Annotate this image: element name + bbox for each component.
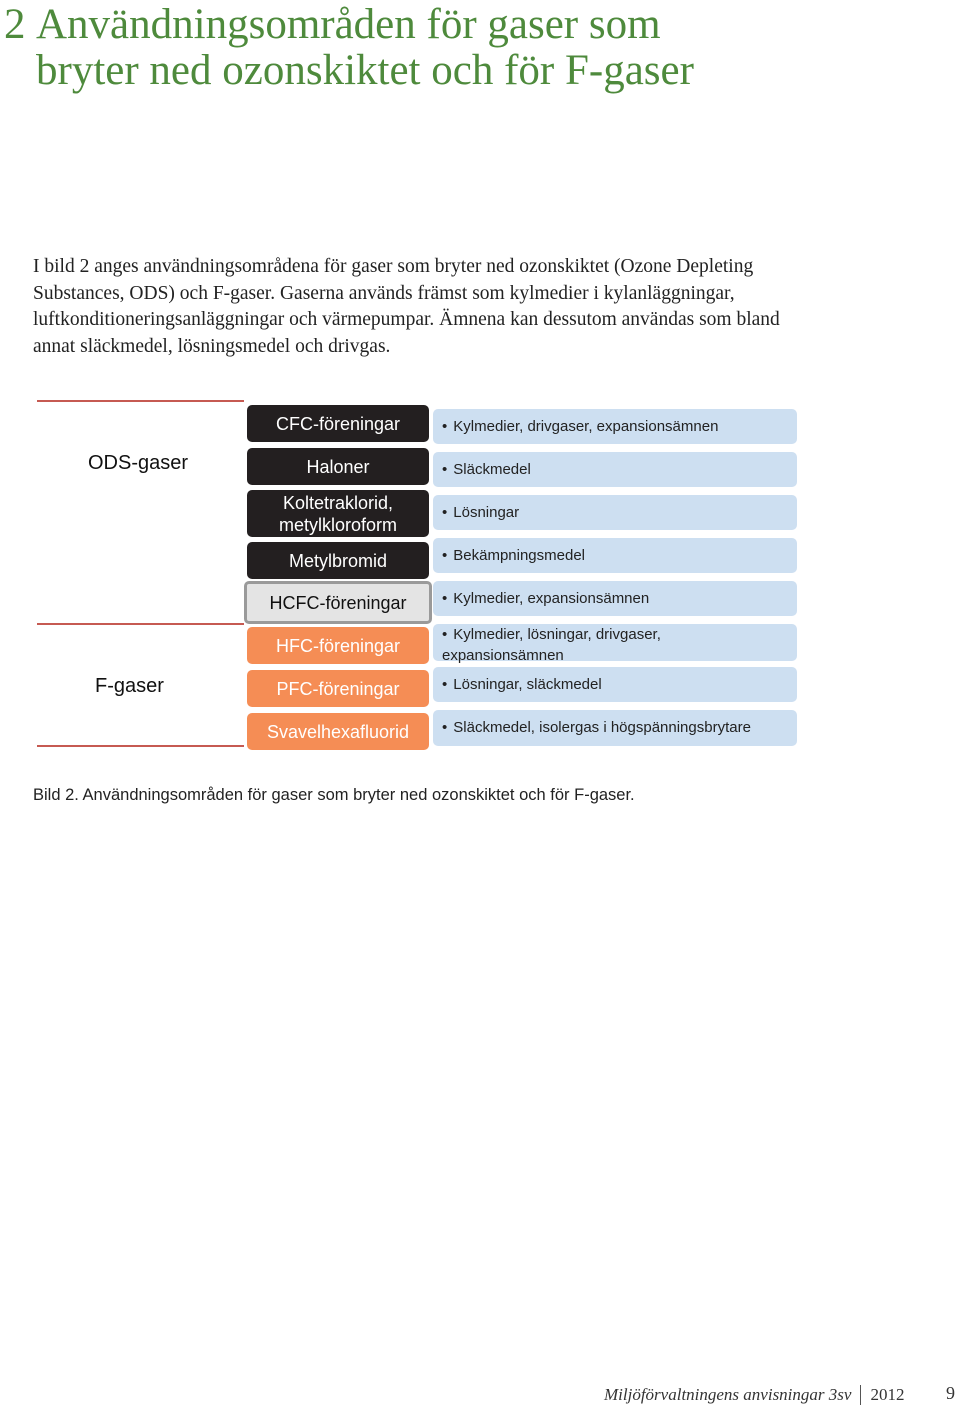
footer-divider (860, 1385, 861, 1405)
gas-name: HCFC-föreningar (269, 592, 407, 613)
gas-name-line-2: metylkloroform (278, 514, 398, 535)
gas-box-pfc (247, 670, 429, 707)
gas-box-metylbromid (247, 542, 429, 579)
use-box-5 (433, 581, 797, 616)
figure-caption: Bild 2. Användningsområden för gaser som bryter ned ozonskiktet och för F-gaser. (33, 786, 635, 804)
heading-line-2: bryter ned ozonskiktet och för F-gaser (36, 47, 694, 94)
use-box-8 (433, 710, 797, 746)
bullet: • (442, 417, 448, 435)
bullet: • (442, 589, 448, 607)
page-heading (4, 2, 904, 94)
group-label-fgas: F-gaser (95, 675, 164, 697)
use-text-line-2: expansionsämnen (442, 647, 564, 664)
gas-name-line-1: Koltetraklorid, (282, 492, 394, 513)
rule-middle (37, 623, 244, 625)
gas-name: CFC-föreningar (275, 413, 401, 434)
page-number: 9 (946, 1383, 955, 1403)
group-label-ods: ODS-gaser (88, 452, 189, 474)
footer-publication: Miljöförvaltningens anvisningar 3sv (604, 1385, 852, 1404)
gas-name: PFC-föreningar (276, 678, 400, 699)
gas-name: Haloner (306, 456, 370, 477)
bullet: • (442, 719, 448, 736)
use-text: Kylmedier, expansionsämnen (453, 589, 650, 607)
bullet: • (442, 546, 448, 564)
rule-bottom (37, 745, 244, 747)
gas-box-hcfc (244, 581, 432, 624)
use-text: Bekämpningsmedel (453, 546, 586, 564)
gas-box-haloner (247, 448, 429, 485)
bullet: • (442, 626, 448, 643)
gas-box-hfc (247, 627, 429, 664)
use-box-7 (433, 667, 797, 702)
use-box-1 (433, 409, 797, 444)
gas-name: HFC-föreningar (275, 635, 401, 656)
page-footer (604, 1385, 904, 1405)
use-box-4 (433, 538, 797, 573)
footer-year: 2012 (870, 1385, 905, 1404)
intro-paragraph: I bild 2 anges användningsområdena för gaser som bryter ned ozonskiktet (Ozone Depleting Substances, ODS) och F-gaser. Gaserna används främst som kylmedier i kylanläggningar, luftkonditioneringsanläggningar och värmepumpar. Ämnena kan dessutom användas som bland annat släckmedel, lösningsmedel och drivgas. (33, 256, 780, 357)
use-text: Släckmedel, isolergas i högspänningsbrytare (453, 719, 751, 736)
gas-name: Svavelhexafluorid (266, 721, 410, 742)
use-text-part-1: Kylmedier, lösningar, drivgaser, (453, 626, 661, 643)
heading-line-1: Användningsområden för gaser som (36, 1, 661, 48)
gas-box-svavelhexafluorid (247, 713, 429, 750)
bullet: • (442, 460, 448, 478)
use-box-6 (433, 624, 797, 664)
gas-box-koltetraklorid (247, 490, 429, 537)
section-number: 2 (4, 1, 26, 48)
use-box-3 (433, 495, 797, 530)
use-text: Kylmedier, drivgaser, expansionsämnen (453, 417, 719, 435)
bullet: • (442, 675, 448, 693)
bullet: • (442, 503, 448, 521)
rule-top (37, 400, 244, 402)
gas-box-cfc (247, 405, 429, 442)
use-text: Släckmedel (453, 460, 531, 478)
use-text-line-1 (442, 624, 789, 645)
use-text: Lösningar, släckmedel (453, 675, 602, 693)
use-text: Lösningar (453, 503, 520, 521)
gas-name: Metylbromid (288, 550, 388, 571)
use-box-2 (433, 452, 797, 487)
